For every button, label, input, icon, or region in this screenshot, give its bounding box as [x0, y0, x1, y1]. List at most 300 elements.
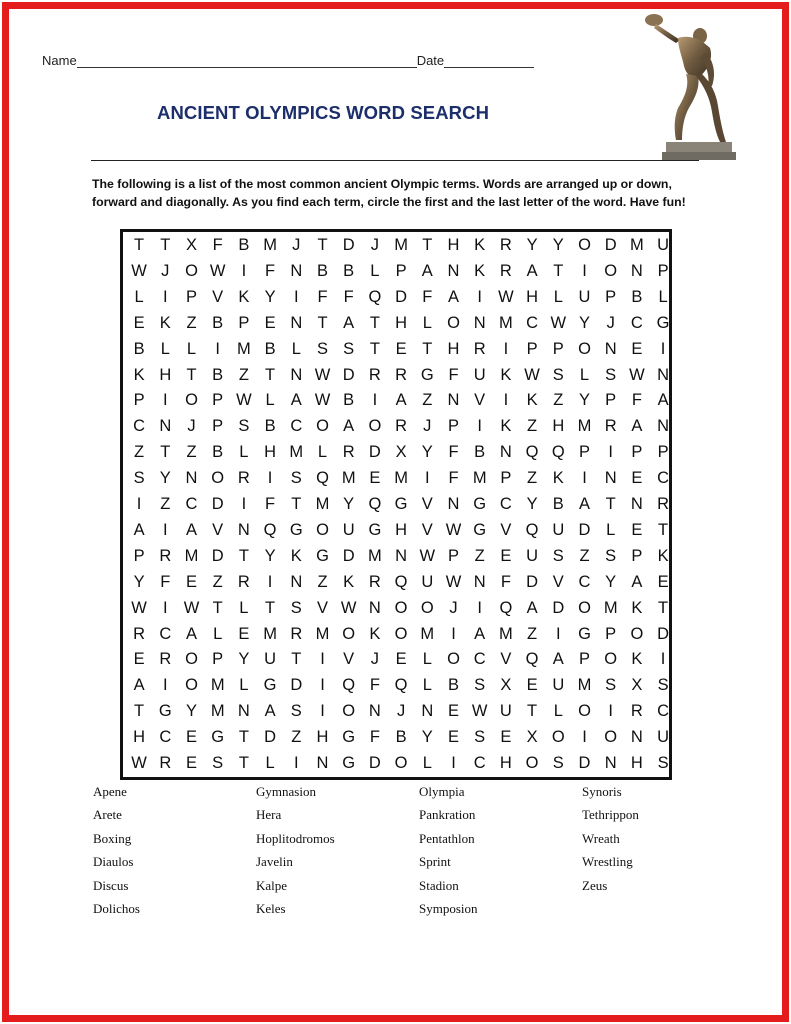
grid-letter[interactable]: N [447, 391, 460, 410]
grid-letter[interactable]: O [604, 650, 618, 669]
grid-letter[interactable]: I [241, 495, 247, 513]
grid-letter[interactable]: Z [527, 417, 538, 436]
grid-letter[interactable]: T [238, 546, 249, 565]
grid-letter[interactable]: D [526, 572, 539, 591]
grid-letter[interactable]: Y [159, 469, 171, 488]
grid-letter[interactable]: S [474, 728, 486, 747]
grid-letter[interactable]: T [422, 339, 433, 358]
grid-letter[interactable]: M [315, 624, 330, 643]
grid-letter[interactable]: K [552, 469, 564, 488]
grid-letter[interactable]: S [657, 676, 669, 695]
grid-letter[interactable]: S [552, 754, 564, 772]
grid-letter[interactable]: Q [551, 443, 565, 462]
grid-letter[interactable]: I [372, 391, 378, 410]
grid-letter[interactable]: N [290, 365, 303, 384]
grid-letter[interactable]: I [451, 754, 456, 772]
grid-letter[interactable]: X [500, 676, 512, 695]
grid-letter[interactable]: Q [368, 495, 382, 513]
grid-letter[interactable]: C [159, 624, 172, 643]
grid-letter[interactable]: Q [499, 598, 513, 617]
grid-letter[interactable]: W [314, 365, 331, 384]
grid-letter[interactable]: P [395, 261, 407, 280]
grid-letter[interactable]: A [631, 572, 643, 591]
grid-letter[interactable]: V [421, 520, 433, 539]
grid-letter[interactable]: B [343, 261, 355, 280]
grid-letter[interactable]: L [265, 391, 275, 410]
grid-letter[interactable]: Y [552, 236, 564, 254]
grid-letter[interactable]: N [473, 313, 486, 332]
grid-letter[interactable]: I [660, 339, 666, 358]
grid-letter[interactable]: R [395, 417, 408, 436]
grid-letter[interactable]: F [448, 365, 459, 384]
grid-letter[interactable]: F [448, 443, 459, 462]
grid-letter[interactable]: Q [525, 443, 539, 462]
grid-letter[interactable]: J [292, 236, 301, 254]
grid-letter[interactable]: L [291, 339, 301, 358]
grid-letter[interactable]: G [368, 520, 382, 539]
grid-letter[interactable]: V [500, 650, 512, 669]
grid-letter[interactable]: T [134, 702, 145, 721]
grid-letter[interactable]: B [238, 236, 250, 254]
grid-letter[interactable]: N [159, 417, 172, 436]
grid-letter[interactable]: X [185, 236, 197, 254]
grid-letter[interactable]: T [369, 313, 380, 332]
grid-letter[interactable]: U [552, 520, 565, 539]
grid-letter[interactable]: N [421, 702, 434, 721]
grid-letter[interactable]: O [604, 261, 618, 280]
grid-letter[interactable]: D [290, 676, 303, 695]
grid-letter[interactable]: G [473, 495, 487, 513]
grid-letter[interactable]: Y [578, 391, 590, 410]
grid-letter[interactable]: A [264, 702, 276, 721]
grid-letter[interactable]: O [211, 469, 225, 488]
grid-letter[interactable]: O [394, 624, 408, 643]
grid-letter[interactable]: P [185, 287, 197, 306]
grid-letter[interactable]: G [316, 546, 329, 565]
grid-letter[interactable]: H [264, 443, 277, 462]
grid-letter[interactable]: V [316, 598, 328, 617]
grid-letter[interactable]: F [369, 676, 380, 695]
grid-letter[interactable]: R [604, 417, 617, 436]
grid-letter[interactable]: W [183, 598, 200, 617]
grid-letter[interactable]: N [473, 572, 486, 591]
grid-letter[interactable]: L [579, 365, 590, 384]
grid-letter[interactable]: N [657, 417, 670, 436]
grid-letter[interactable]: G [211, 728, 225, 747]
grid-letter[interactable]: N [237, 702, 250, 721]
grid-letter[interactable]: J [396, 702, 406, 721]
grid-letter[interactable]: I [162, 391, 168, 410]
grid-letter[interactable]: Y [605, 572, 617, 591]
grid-letter[interactable]: P [657, 443, 669, 462]
grid-letter[interactable]: N [368, 598, 381, 617]
grid-letter[interactable]: I [582, 261, 587, 280]
grid-letter[interactable]: S [657, 754, 669, 772]
grid-letter[interactable]: R [473, 339, 486, 358]
grid-letter[interactable]: L [186, 339, 197, 358]
grid-letter[interactable]: I [451, 624, 456, 643]
grid-letter[interactable]: M [394, 236, 408, 254]
grid-letter[interactable]: J [606, 313, 615, 332]
grid-letter[interactable]: N [630, 495, 643, 513]
grid-letter[interactable]: N [604, 469, 617, 488]
grid-letter[interactable]: L [317, 443, 328, 462]
grid-letter[interactable]: D [368, 443, 381, 462]
grid-letter[interactable]: S [474, 676, 486, 695]
grid-letter[interactable]: T [291, 495, 302, 513]
grid-letter[interactable]: R [159, 650, 172, 669]
grid-letter[interactable]: R [630, 702, 643, 721]
grid-letter[interactable]: N [604, 339, 617, 358]
grid-letter[interactable]: R [657, 495, 670, 513]
grid-letter[interactable]: I [582, 469, 587, 488]
grid-letter[interactable]: K [474, 236, 486, 254]
grid-letter[interactable]: L [606, 520, 616, 539]
grid-letter[interactable]: T [265, 365, 276, 384]
grid-letter[interactable]: E [185, 728, 197, 747]
grid-letter[interactable]: O [447, 650, 460, 669]
grid-letter[interactable]: P [605, 287, 617, 306]
grid-letter[interactable]: A [185, 520, 197, 539]
grid-letter[interactable]: O [578, 236, 591, 254]
grid-letter[interactable]: Y [578, 313, 590, 332]
grid-letter[interactable]: O [525, 754, 539, 772]
grid-letter[interactable]: T [212, 598, 223, 617]
grid-letter[interactable]: I [293, 287, 299, 306]
grid-letter[interactable]: Z [212, 572, 223, 591]
grid-letter[interactable]: J [449, 598, 458, 617]
grid-letter[interactable]: M [394, 469, 408, 488]
grid-letter[interactable]: B [133, 339, 145, 358]
name-field[interactable] [77, 56, 417, 68]
grid-letter[interactable]: F [265, 261, 276, 280]
grid-letter[interactable]: W [236, 391, 252, 410]
grid-letter[interactable]: W [445, 520, 462, 539]
grid-letter[interactable]: P [447, 417, 459, 436]
grid-letter[interactable]: Y [185, 702, 197, 721]
grid-letter[interactable]: D [342, 546, 355, 565]
grid-letter[interactable]: Z [238, 365, 249, 384]
grid-letter[interactable]: H [552, 417, 565, 436]
grid-letter[interactable]: R [237, 469, 250, 488]
grid-letter[interactable]: V [421, 495, 433, 513]
grid-letter[interactable]: I [162, 520, 168, 539]
grid-letter[interactable]: E [631, 339, 643, 358]
grid-letter[interactable]: Q [525, 520, 539, 539]
grid-letter[interactable]: M [263, 236, 277, 254]
grid-letter[interactable]: E [395, 650, 407, 669]
grid-letter[interactable]: H [630, 754, 643, 772]
grid-letter[interactable]: S [605, 546, 617, 565]
grid-letter[interactable]: W [419, 546, 436, 565]
grid-letter[interactable]: C [657, 702, 670, 721]
grid-letter[interactable]: D [578, 754, 591, 772]
grid-letter[interactable]: W [550, 313, 567, 332]
grid-letter[interactable]: A [343, 313, 355, 332]
grid-letter[interactable]: U [657, 728, 670, 747]
grid-letter[interactable]: C [473, 754, 486, 772]
grid-letter[interactable]: Q [316, 469, 329, 488]
grid-letter[interactable]: A [526, 598, 538, 617]
grid-letter[interactable]: E [657, 572, 669, 591]
grid-letter[interactable]: H [395, 520, 408, 539]
grid-letter[interactable]: B [316, 261, 328, 280]
grid-letter[interactable]: E [185, 572, 197, 591]
grid-letter[interactable]: U [421, 572, 434, 591]
grid-letter[interactable]: I [477, 287, 482, 306]
grid-letter[interactable]: O [185, 391, 198, 410]
grid-letter[interactable]: N [630, 261, 643, 280]
grid-letter[interactable]: W [131, 754, 147, 772]
grid-letter[interactable]: M [603, 598, 618, 617]
grid-letter[interactable]: H [159, 365, 172, 384]
grid-letter[interactable]: M [499, 624, 513, 643]
grid-letter[interactable]: P [578, 650, 590, 669]
grid-letter[interactable]: T [317, 236, 328, 254]
grid-letter[interactable]: I [241, 261, 247, 280]
grid-letter[interactable]: J [187, 417, 196, 436]
grid-letter[interactable]: W [131, 598, 147, 617]
grid-letter[interactable]: X [395, 443, 407, 462]
grid-letter[interactable]: D [264, 728, 277, 747]
grid-letter[interactable]: N [395, 546, 408, 565]
grid-letter[interactable]: Z [579, 546, 590, 565]
grid-letter[interactable]: S [290, 598, 302, 617]
grid-letter[interactable]: T [134, 236, 145, 254]
grid-letter[interactable]: F [317, 287, 328, 306]
grid-letter[interactable]: O [185, 261, 198, 280]
grid-letter[interactable]: V [500, 520, 512, 539]
grid-letter[interactable]: L [422, 650, 432, 669]
grid-letter[interactable]: T [553, 261, 564, 280]
grid-letter[interactable]: V [212, 287, 224, 306]
grid-letter[interactable]: P [605, 391, 617, 410]
grid-letter[interactable]: Y [421, 728, 433, 747]
grid-letter[interactable]: I [267, 572, 273, 591]
grid-letter[interactable]: K [657, 546, 669, 565]
grid-letter[interactable]: A [526, 261, 538, 280]
grid-letter[interactable]: Z [527, 469, 538, 488]
grid-letter[interactable]: O [578, 598, 591, 617]
grid-letter[interactable]: Q [394, 676, 408, 695]
grid-letter[interactable]: A [657, 391, 669, 410]
grid-letter[interactable]: C [159, 728, 172, 747]
grid-letter[interactable]: R [499, 236, 512, 254]
grid-letter[interactable]: N [185, 469, 198, 488]
grid-letter[interactable]: D [211, 495, 224, 513]
grid-letter[interactable]: L [370, 261, 380, 280]
grid-letter[interactable]: G [656, 313, 670, 332]
grid-letter[interactable]: I [503, 339, 509, 358]
grid-letter[interactable]: O [551, 728, 565, 747]
grid-letter[interactable]: M [630, 236, 644, 254]
grid-letter[interactable]: S [290, 469, 302, 488]
grid-letter[interactable]: K [343, 572, 355, 591]
grid-letter[interactable]: T [265, 598, 276, 617]
grid-letter[interactable]: O [578, 339, 591, 358]
grid-letter[interactable]: E [238, 624, 250, 643]
grid-letter[interactable]: C [630, 313, 643, 332]
grid-letter[interactable]: J [370, 650, 380, 669]
grid-letter[interactable]: Z [186, 443, 197, 462]
grid-letter[interactable]: Q [342, 676, 356, 695]
grid-letter[interactable]: P [238, 313, 250, 332]
grid-letter[interactable]: G [342, 728, 356, 747]
grid-letter[interactable]: F [265, 495, 276, 513]
grid-letter[interactable]: S [316, 339, 328, 358]
grid-letter[interactable]: K [500, 365, 512, 384]
grid-letter[interactable]: W [314, 391, 331, 410]
grid-letter[interactable]: Y [238, 650, 250, 669]
grid-letter[interactable]: R [342, 443, 355, 462]
grid-letter[interactable]: I [477, 417, 482, 436]
grid-letter[interactable]: Y [264, 287, 276, 306]
grid-letter[interactable]: E [447, 702, 459, 721]
grid-letter[interactable]: L [553, 702, 563, 721]
grid-letter[interactable]: U [264, 650, 277, 669]
grid-letter[interactable]: X [631, 676, 643, 695]
grid-letter[interactable]: O [394, 754, 408, 772]
grid-letter[interactable]: I [136, 495, 142, 513]
grid-letter[interactable]: P [133, 546, 145, 565]
grid-letter[interactable]: P [212, 391, 224, 410]
grid-letter[interactable]: D [395, 287, 408, 306]
grid-letter[interactable]: Y [343, 495, 355, 513]
grid-letter[interactable]: E [500, 728, 512, 747]
grid-letter[interactable]: Z [186, 313, 197, 332]
grid-letter[interactable]: M [341, 469, 356, 488]
grid-letter[interactable]: K [526, 391, 538, 410]
grid-letter[interactable]: B [395, 728, 407, 747]
grid-letter[interactable]: Z [422, 391, 433, 410]
grid-letter[interactable]: Y [421, 443, 433, 462]
grid-letter[interactable]: S [133, 469, 145, 488]
grid-letter[interactable]: F [369, 728, 380, 747]
grid-letter[interactable]: S [605, 365, 617, 384]
grid-letter[interactable]: E [133, 313, 145, 332]
grid-letter[interactable]: R [133, 624, 146, 643]
grid-letter[interactable]: M [472, 469, 487, 488]
grid-letter[interactable]: D [657, 624, 670, 643]
grid-letter[interactable]: B [552, 495, 564, 513]
grid-letter[interactable]: O [342, 702, 356, 721]
grid-letter[interactable]: I [162, 287, 168, 306]
grid-letter[interactable]: C [526, 313, 539, 332]
grid-letter[interactable]: M [315, 495, 330, 513]
grid-letter[interactable]: I [555, 624, 561, 643]
grid-letter[interactable]: O [394, 598, 408, 617]
grid-letter[interactable]: O [447, 313, 460, 332]
grid-letter[interactable]: J [370, 236, 380, 254]
grid-letter[interactable]: N [316, 754, 329, 772]
grid-letter[interactable]: O [604, 728, 618, 747]
grid-letter[interactable]: Z [553, 391, 564, 410]
grid-letter[interactable]: Q [263, 520, 277, 539]
grid-letter[interactable]: O [420, 598, 434, 617]
grid-letter[interactable]: I [477, 598, 482, 617]
grid-letter[interactable]: A [474, 624, 486, 643]
grid-letter[interactable]: B [474, 443, 486, 462]
grid-letter[interactable]: F [500, 572, 511, 591]
grid-letter[interactable]: Z [474, 546, 485, 565]
grid-letter[interactable]: Y [526, 495, 538, 513]
grid-letter[interactable]: O [316, 417, 329, 436]
grid-letter[interactable]: B [631, 287, 643, 306]
grid-letter[interactable]: M [210, 676, 225, 695]
grid-letter[interactable]: A [185, 624, 197, 643]
grid-letter[interactable]: I [267, 469, 273, 488]
grid-letter[interactable]: I [320, 676, 325, 695]
grid-letter[interactable]: R [499, 261, 512, 280]
grid-letter[interactable]: P [447, 546, 459, 565]
grid-letter[interactable]: H [395, 313, 408, 332]
grid-letter[interactable]: L [265, 754, 275, 772]
grid-letter[interactable]: W [445, 572, 462, 591]
grid-letter[interactable]: L [422, 754, 432, 772]
grid-letter[interactable]: O [185, 650, 198, 669]
grid-letter[interactable]: K [631, 598, 643, 617]
grid-letter[interactable]: J [161, 261, 170, 280]
grid-letter[interactable]: B [212, 365, 224, 384]
grid-letter[interactable]: T [658, 520, 669, 539]
grid-letter[interactable]: O [342, 624, 356, 643]
grid-letter[interactable]: D [211, 546, 224, 565]
grid-letter[interactable]: L [239, 676, 249, 695]
grid-letter[interactable]: T [369, 339, 380, 358]
grid-letter[interactable]: Z [291, 728, 302, 747]
grid-letter[interactable]: C [185, 495, 198, 513]
grid-letter[interactable]: M [577, 676, 592, 695]
grid-letter[interactable]: U [578, 287, 591, 306]
grid-letter[interactable]: P [578, 443, 590, 462]
grid-letter[interactable]: T [160, 443, 171, 462]
grid-letter[interactable]: V [474, 391, 486, 410]
grid-letter[interactable]: D [578, 520, 591, 539]
grid-letter[interactable]: T [527, 702, 538, 721]
grid-letter[interactable]: D [368, 754, 381, 772]
grid-letter[interactable]: U [526, 546, 539, 565]
grid-letter[interactable]: I [503, 391, 509, 410]
grid-letter[interactable]: M [420, 624, 435, 643]
grid-letter[interactable]: U [552, 676, 565, 695]
grid-letter[interactable]: K [290, 546, 302, 565]
grid-letter[interactable]: G [289, 520, 303, 539]
grid-letter[interactable]: C [133, 417, 146, 436]
grid-letter[interactable]: A [133, 676, 145, 695]
grid-letter[interactable]: P [133, 391, 145, 410]
grid-letter[interactable]: P [500, 469, 512, 488]
grid-letter[interactable]: A [552, 650, 564, 669]
grid-letter[interactable]: N [630, 728, 643, 747]
grid-letter[interactable]: I [608, 702, 613, 721]
grid-letter[interactable]: F [212, 236, 223, 254]
grid-letter[interactable]: H [447, 339, 460, 358]
grid-letter[interactable]: A [631, 417, 643, 436]
grid-letter[interactable]: I [582, 728, 587, 747]
grid-letter[interactable]: N [447, 261, 460, 280]
grid-letter[interactable]: K [500, 417, 512, 436]
grid-letter[interactable]: M [237, 339, 251, 358]
grid-letter[interactable]: A [343, 417, 355, 436]
grid-letter[interactable]: D [342, 365, 355, 384]
grid-letter[interactable]: A [421, 261, 433, 280]
grid-letter[interactable]: U [657, 236, 670, 254]
grid-letter[interactable]: M [289, 443, 304, 462]
grid-letter[interactable]: F [448, 469, 459, 488]
grid-letter[interactable]: U [473, 365, 486, 384]
grid-letter[interactable]: T [605, 495, 616, 513]
grid-letter[interactable]: W [131, 261, 147, 280]
